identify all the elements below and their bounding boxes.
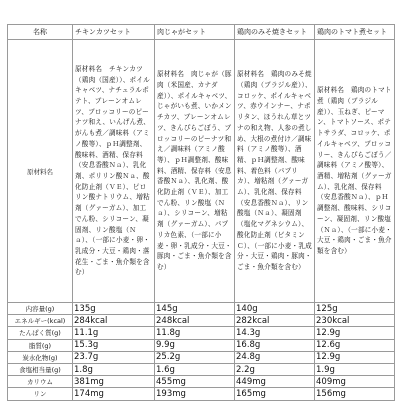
nutrition-label: たんぱく質(g) — [8, 327, 73, 339]
nutrition-row-salt — [8, 363, 395, 375]
nutrition-label: カリウム — [8, 376, 73, 388]
ingredients-text-3: 原材料名 鶏肉のみそ焼（鶏肉（ブラジル産））、コロッケ、ポイルキャベツ、赤ウインナー、ナポリタン、ほうれん草とツナの和え物、人参の煮しめ、大根の煮付け／調味料（アミノ酸等）、酒精、ｐＨ調整剤、酸味料、着色料（パプリカ）、増粘剤（グァーガム）、乳化剤、保存料（安息香酸Ｎａ）、リン酸塩（Ｎａ）、凝固剤（塩化マグネシウム）、酸化防止剤（ビタミンＣ）、（一部に小麦・乳成分・大豆・鶏肉・豚肉・ごま・魚介類を含む） — [235, 40, 315, 303]
nutrition-value: 455mg — [155, 376, 235, 388]
nutrition-label: エネルギー(kcal) — [8, 315, 73, 327]
nutrition-value: 12.9g — [315, 351, 395, 363]
nutrition-label: 脂質(g) — [8, 339, 73, 351]
nutrition-row-potassium — [8, 376, 395, 388]
nutrition-label: 食塩相当量(g) — [8, 363, 73, 375]
product-spec-table — [7, 24, 395, 401]
nutrition-value: 248kcal — [155, 315, 235, 327]
nutrition-value: 282kcal — [235, 315, 315, 327]
nutrition-row-carbohydrate — [8, 351, 395, 363]
nutrition-value: 125g — [315, 303, 395, 315]
nutrition-value: 165mg — [235, 388, 315, 400]
nutrition-value: 12.6g — [315, 339, 395, 351]
ingredients-text-4: 原材料名 鶏肉のトマト煮（鶏肉（ブラジル産））、玉ねぎ、ピーマン、トマトソース、ポテトサラダ、コロッケ、ポイルキャベツ、ブロッコリー、きんぴらごぼう／調味料（アミノ酸等）、酒精、増粘剤（グァーガム）、乳化剤、保存料（安息香酸Ｎａ）、ｐＨ調整剤、酸味料、シリコーン、凝固剤、リン酸塩（Ｎａ）、（一部に小麦・大豆・鶏肉・ごま・魚介類を含む） — [315, 40, 395, 303]
nutrition-value: 409mg — [315, 376, 395, 388]
nutrition-value: 11.8g — [155, 327, 235, 339]
product-header-3: 鶏肉のみそ焼きセット — [235, 25, 315, 40]
nutrition-value: 135g — [73, 303, 155, 315]
nutrition-value: 9.9g — [155, 339, 235, 351]
nutrition-value: 2.2g — [235, 363, 315, 375]
nutrition-value: 145g — [155, 303, 235, 315]
nutrition-value: 15.3g — [73, 339, 155, 351]
nutrition-label: 内容量(g) — [8, 303, 73, 315]
nutrition-value: 12.9g — [315, 327, 395, 339]
product-header-1: チキンカツセット — [73, 25, 155, 40]
nutrition-value: 140g — [235, 303, 315, 315]
nutrition-value: 23.7g — [73, 351, 155, 363]
nutrition-value: 11.1g — [73, 327, 155, 339]
nutrition-row-content — [8, 303, 395, 315]
nutrition-value: 16.8g — [235, 339, 315, 351]
nutrition-value: 381mg — [73, 376, 155, 388]
nutrition-row-fat — [8, 339, 395, 351]
nutrition-value: 24.8g — [235, 351, 315, 363]
nutrition-value: 1.6g — [155, 363, 235, 375]
ingredients-label: 原材料名 — [8, 40, 73, 303]
ingredients-row — [8, 40, 395, 303]
product-header-4: 鶏肉のトマト煮セット — [315, 25, 395, 40]
nutrition-value: 284kcal — [73, 315, 155, 327]
nutrition-row-protein — [8, 327, 395, 339]
nutrition-value: 14.3g — [235, 327, 315, 339]
nutrition-value: 1.9g — [315, 363, 395, 375]
nutrition-value: 449mg — [235, 376, 315, 388]
ingredients-text-1: 原材料名 チキンカツ（鶏肉（国産））、ポイルキャベツ、ナチュラルポテト、ブレーンオムレツ、ブロッコリーのピーナツ和え、いんげん煮、がんも煮／調味料（アミノ酸等）、ｐＨ調整剤、酸味料、酒精、保存料（安息香酸Ｎａ）、乳化剤、ポリリン酸Ｎａ、酸化防止剤（ＶＥ）、ピロリン酸ナトリウム、増粘剤（グァーガム）、加工でん粉、シリコーン、凝固剤、リン酸塩（Ｎａ）、（一部に小麦・卵・乳成分・大豆・鶏肉・落花生・ごま・魚介類を含む） — [73, 40, 155, 303]
ingredients-text-2: 原材料名 肉じゃが（豚肉（米国産、カナダ産））、ポイルキャベツ、じゃがいも煮、いかメンチカツ、ブレーンオムレツ、きんぴらごぼう、ブロッコリーのピーナツ和え／調味料（アミノ酸等）、ｐＨ調整剤、酸味料、酒精、保存料（安息香酸Ｎａ）、乳化剤、酸化防止剤（ＶＥ）、加工でん粉、リン酸塩（Ｎａ）、シリコーン、増粘剤（グァーガム）、パプリカ色素、（一部に小麦・卵・乳成分・大豆・豚肉・ごま・魚介類を含む） — [155, 40, 235, 303]
product-header-2: 肉じゃがセット — [155, 25, 235, 40]
nutrition-value: 1.8g — [73, 363, 155, 375]
header-row — [8, 25, 395, 40]
nutrition-value: 156mg — [315, 388, 395, 400]
nutrition-label: リン — [8, 388, 73, 400]
nutrition-value: 25.2g — [155, 351, 235, 363]
nutrition-row-energy — [8, 315, 395, 327]
nutrition-value: 193mg — [155, 388, 235, 400]
nutrition-label: 炭水化物(g) — [8, 351, 73, 363]
nutrition-value: 174mg — [73, 388, 155, 400]
nutrition-row-phosphorus — [8, 388, 395, 400]
nutrition-value: 230kcal — [315, 315, 395, 327]
name-header: 名称 — [8, 25, 73, 40]
